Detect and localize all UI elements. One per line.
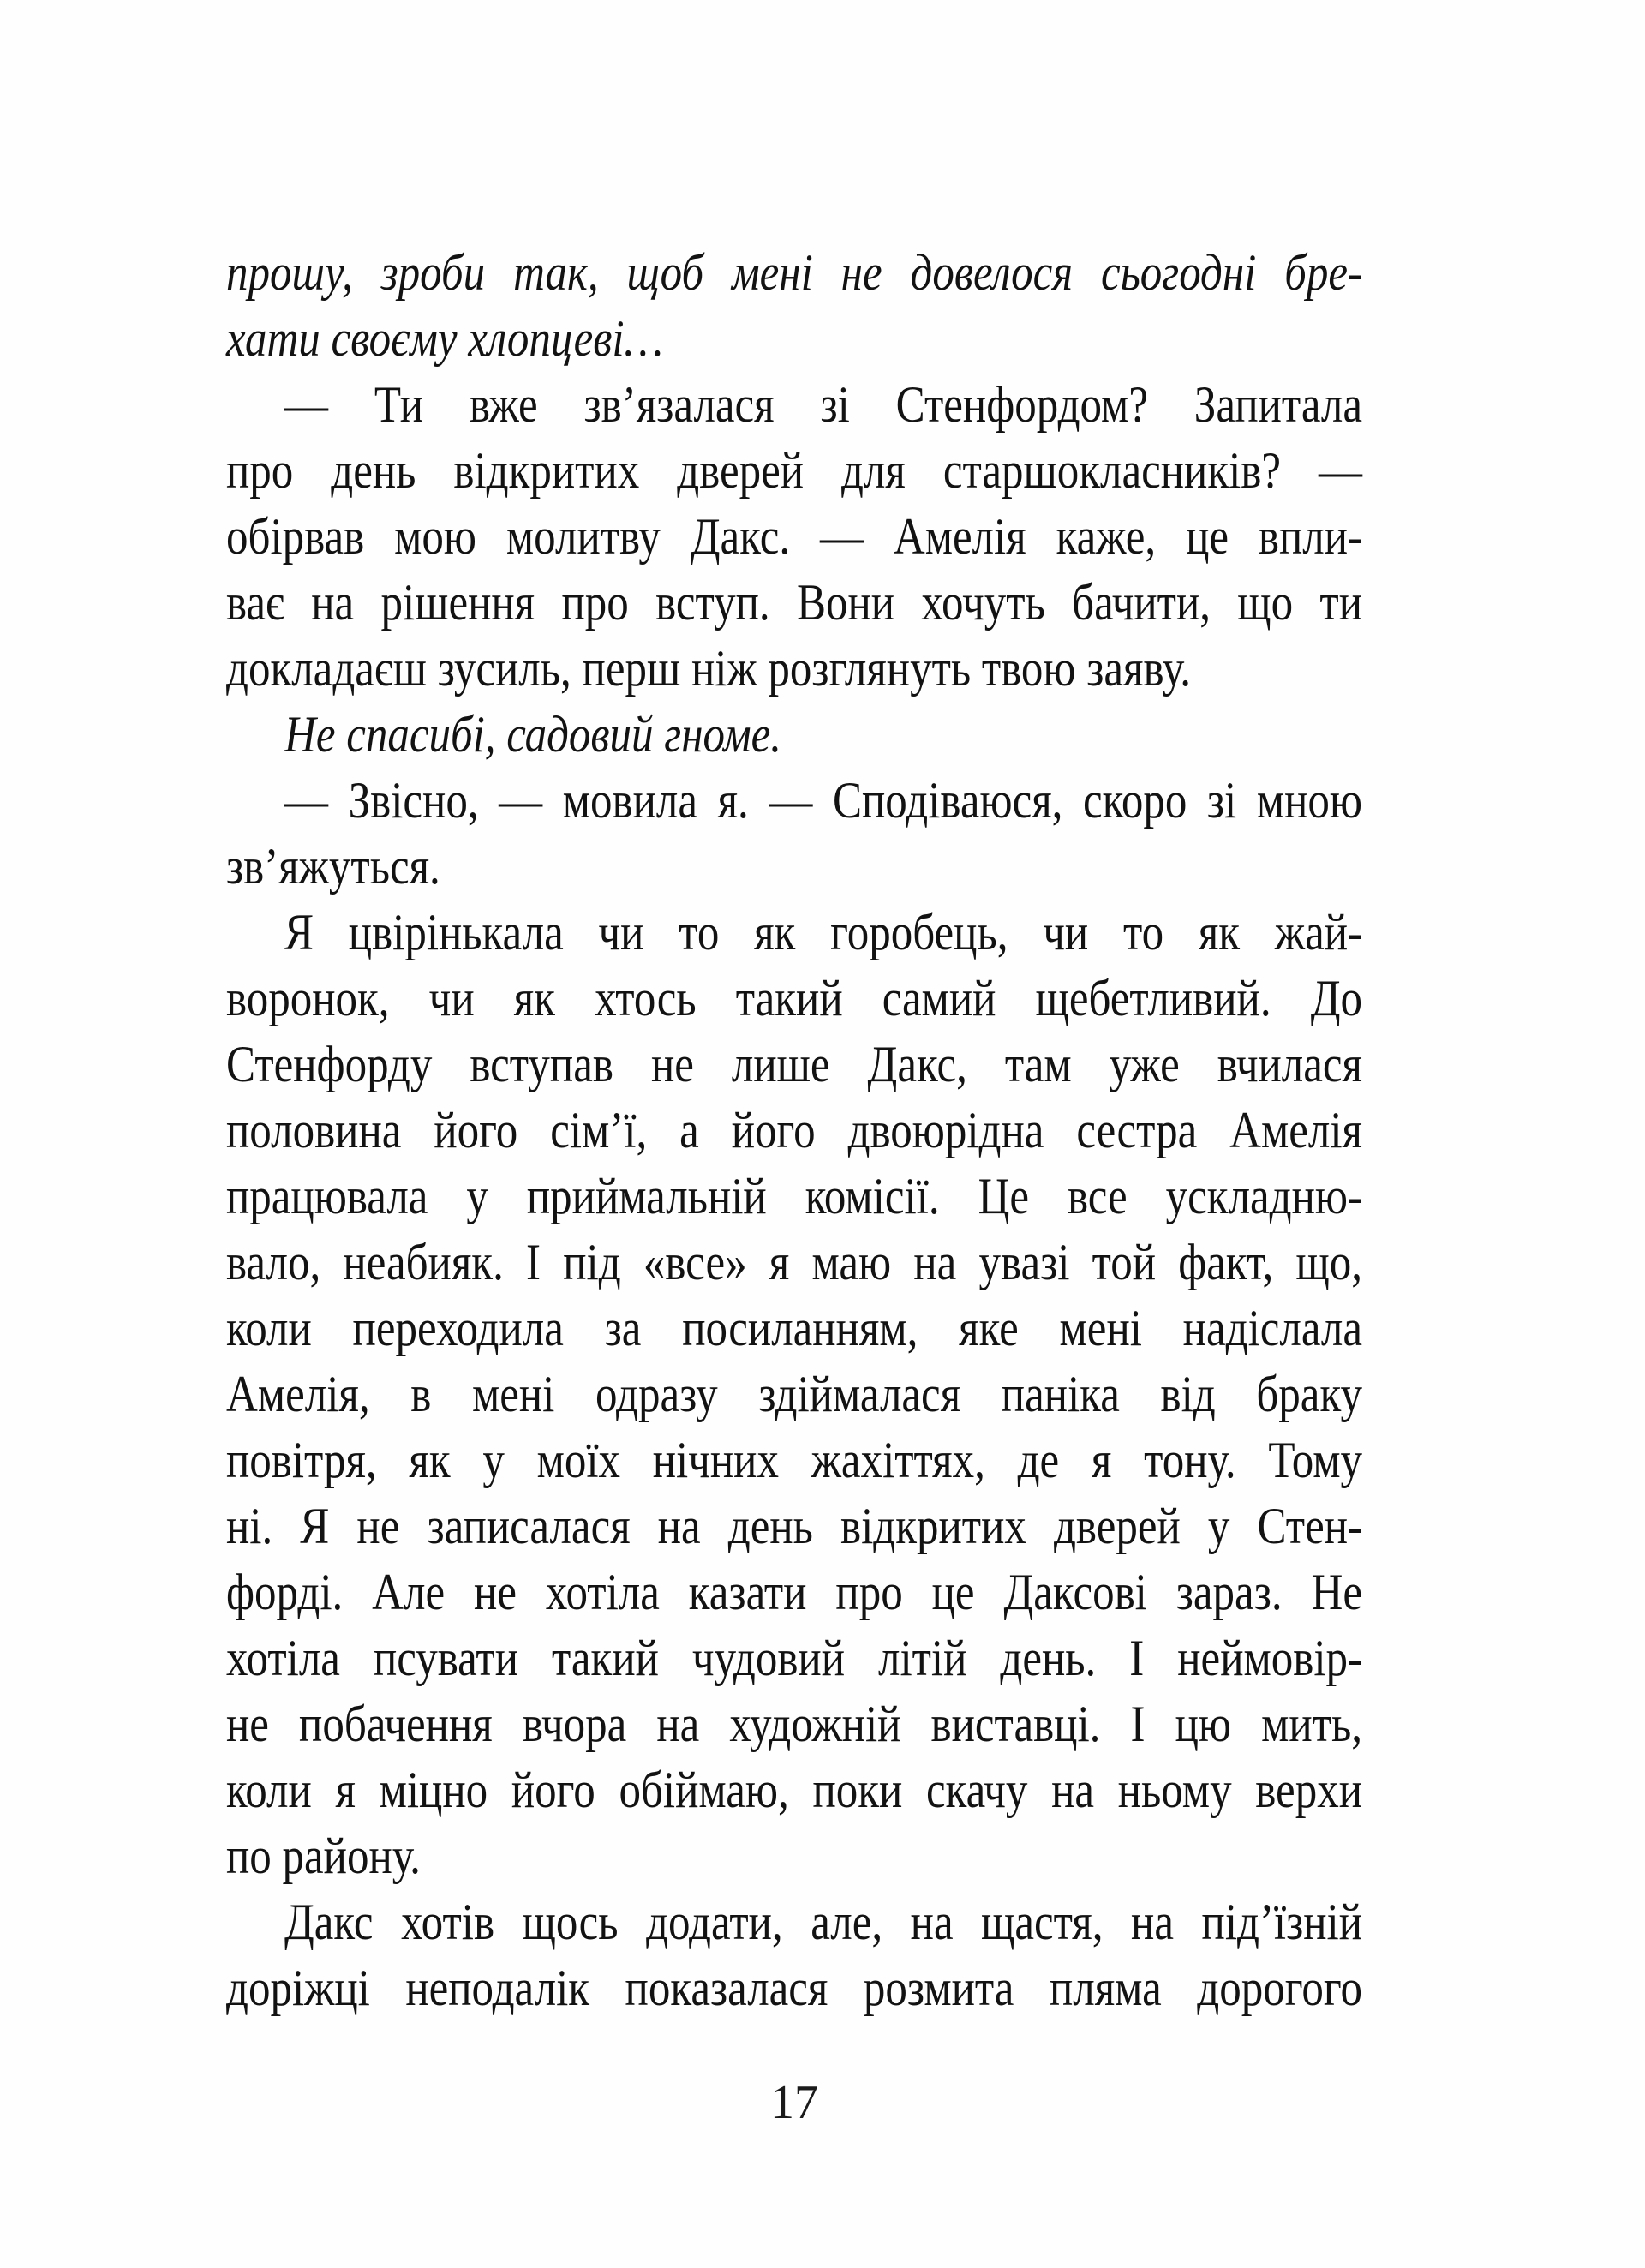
text-line: Дакс хотів щось додати, але, на щастя, на під’їзній [284, 1894, 1362, 1950]
paragraph [226, 240, 1362, 372]
text-line: Я цвірінькала чи то як горобець, чи то як жай- [284, 904, 1362, 960]
text-line: працювала у приймальній комісії. Це все ускладню- [226, 1168, 1362, 1224]
text-line: не побачення вчора на художній виставці. І цю мить, [226, 1696, 1362, 1752]
paragraph [226, 372, 1362, 702]
text-line: Амелія, в мені одразу здіймалася паніка від браку [226, 1366, 1362, 1422]
text-line: хотіла псувати такий чудовий літій день. І неймовір- [226, 1630, 1362, 1686]
page-text [226, 240, 1362, 2021]
text-line: половина його сім’ї, а його двоюрідна сестра Амелія [226, 1102, 1362, 1158]
paragraph [226, 1889, 1362, 2021]
text-line: доріжці неподалік показалася розмита пляма дорогого [226, 1960, 1362, 2016]
text-line: Не спасибі, садовий гноме. [284, 706, 782, 763]
text-line: — Ти вже зв’язалася зі Стенфордом? Запитала [284, 376, 1362, 433]
text-line: ні. Я не записалася на день відкритих дверей у Стен- [226, 1498, 1362, 1554]
text-line: воронок, чи як хтось такий самий щебетливий. До [226, 970, 1362, 1026]
text-line: зв’яжуться. [226, 838, 440, 895]
text-line: про день відкритих дверей для старшокласників? — [226, 442, 1362, 499]
text-line: вало, неабияк. І під «все» я маю на увазі той факт, що, [226, 1234, 1362, 1290]
text-line: — Звісно, — мовила я. — Сподіваюся, скоро зі мною [284, 772, 1362, 829]
text-line: хати своєму хлопцеві… [226, 310, 663, 367]
text-line: коли переходила за посиланням, яке мені надіслала [226, 1300, 1362, 1356]
text-line: Стенфорду вступав не лише Дакс, там уже вчилася [226, 1036, 1362, 1092]
paragraph [226, 900, 1362, 1889]
text-line: коли я міцно його обіймаю, поки скачу на ньому верхи [226, 1762, 1362, 1818]
text-line: повітря, як у моїх нічних жахіттях, де я тону. Тому [226, 1432, 1362, 1488]
paragraph [226, 768, 1362, 900]
paragraph [226, 702, 1362, 768]
text-line: ває на рішення про вступ. Вони хочуть бачити, що ти [226, 574, 1362, 631]
text-line: форді. Але не хотіла казати про це Даксові зараз. Не [226, 1564, 1362, 1620]
page-number: 17 [770, 2076, 818, 2129]
text-line: докладаєш зусиль, перш ніж розглянуть твою заяву. [226, 640, 1191, 697]
text-line: по району. [226, 1828, 421, 1884]
text-line: обірвав мою молитву Дакс. — Амелія каже, це впли- [226, 508, 1362, 565]
text-line: прошу, зроби так, щоб мені не довелося сьогодні бре- [226, 244, 1362, 301]
